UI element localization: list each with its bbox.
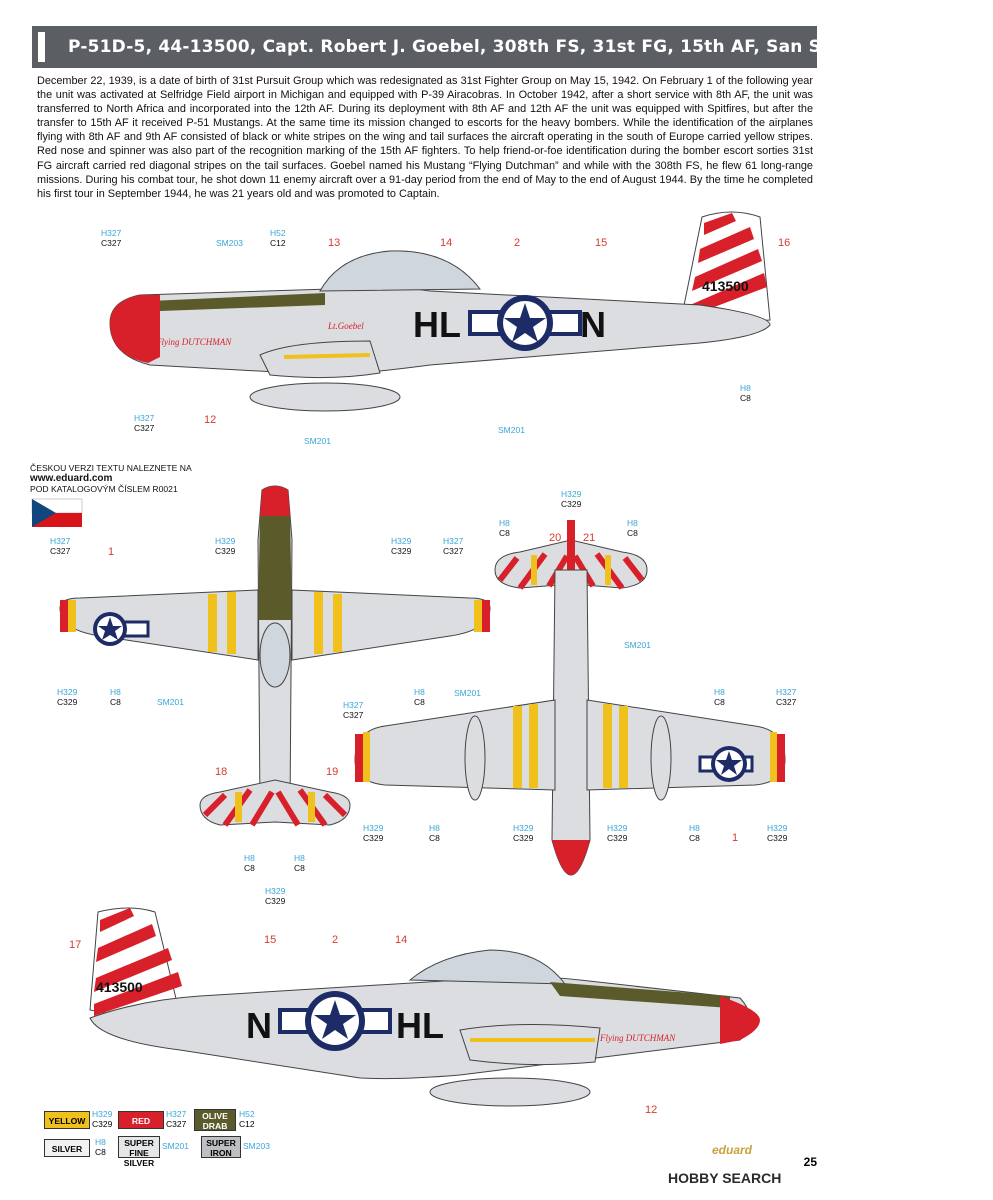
page-title: P-51D-5, 44-13500, Capt. Robert J. Goebel, 308th FS, 31st FG, 15th AF, San Severo, Italy, 1944 xyxy=(68,37,993,57)
callout-topview-tip: H327 C327 xyxy=(50,536,71,556)
czech-note: ČESKOU VERZI TEXTU NALEZNETE NA www.eduard.com POD KATALOGOVÝM ČÍSLEM R0021 xyxy=(30,463,192,494)
callout-us-s1: H8 C8 xyxy=(429,823,440,843)
callout-sm203: SM203 xyxy=(216,238,243,248)
swatch-red: RED xyxy=(118,1111,164,1129)
callout-sm201-tank: SM201 xyxy=(304,436,331,446)
callout-us-sm201: SM201 xyxy=(624,640,651,650)
callout-us-s2: H8 C8 xyxy=(689,823,700,843)
marker-1-top: 1 xyxy=(108,546,115,558)
page-number: 25 xyxy=(803,1155,817,1169)
code-letter-right: N xyxy=(580,304,606,345)
callout-tp-silver-l: H8 C8 xyxy=(244,853,255,873)
marker-19: 19 xyxy=(326,766,339,778)
marker-16: 16 xyxy=(778,237,791,249)
callout-us-silver-c: H8 C8 xyxy=(414,687,425,707)
marker-18: 18 xyxy=(215,766,228,778)
code-letter-n-bottom: N xyxy=(246,1005,272,1046)
header-bar xyxy=(38,32,45,62)
marker-14: 14 xyxy=(440,237,453,249)
callout-spinner: H327 C327 xyxy=(134,413,155,433)
callout-us-tip-r: H327 C327 xyxy=(776,687,797,707)
canopy-name: Lt.Goebel xyxy=(328,321,364,331)
marker-2-b: 2 xyxy=(332,934,339,946)
callout-us-red: H327 C327 xyxy=(443,536,464,556)
code-letters-hl-bottom: HL xyxy=(396,1005,444,1046)
callout-topview-yellow3: H329 C329 xyxy=(57,687,78,707)
callout-tp-silver-r: H8 C8 xyxy=(294,853,305,873)
swatch-si-code: SM203 xyxy=(243,1141,270,1151)
marker-12-b: 12 xyxy=(645,1104,658,1116)
marker-2: 2 xyxy=(514,237,521,249)
marker-17: 17 xyxy=(69,939,82,951)
callout-nose: H327 C327 xyxy=(101,228,122,248)
callout-us-silver-rr: H8 C8 xyxy=(714,687,725,707)
marker-20: 20 xyxy=(549,532,562,544)
callout-us-tail: H329 C329 xyxy=(561,489,582,509)
callout-olive: H52 C12 xyxy=(270,228,286,248)
callout-us-sm201b: SM201 xyxy=(454,688,481,698)
marker-1-under: 1 xyxy=(732,832,739,844)
marker-14-b: 14 xyxy=(395,934,408,946)
marker-21: 21 xyxy=(583,532,596,544)
tail-serial-bottom: 413500 xyxy=(96,979,143,995)
callout-us-tip-l: H327 C327 xyxy=(343,700,364,720)
marker-15-b: 15 xyxy=(264,934,277,946)
svg-text:eduard: eduard xyxy=(711,1143,753,1157)
callout-tail-silver: H8 C8 xyxy=(740,383,751,403)
swatch-super-iron: SUPER IRON xyxy=(201,1136,241,1158)
callout-us-yl3: H329 C329 xyxy=(607,823,628,843)
swatch-silver: SILVER xyxy=(44,1139,90,1157)
page-header xyxy=(32,26,993,68)
swatch-yellow-code: H329 C329 xyxy=(92,1109,113,1129)
callout-topview-silver: H8 C8 xyxy=(110,687,121,707)
callout-sm201-fuse: SM201 xyxy=(498,425,525,435)
marker-13: 13 xyxy=(328,237,341,249)
swatch-sfs-code: SM201 xyxy=(162,1141,189,1151)
swatch-yellow: YELLOW xyxy=(44,1111,90,1129)
marker-15: 15 xyxy=(595,237,608,249)
eduard-logo xyxy=(688,1142,776,1157)
nose-art: Flying DUTCHMAN xyxy=(156,337,232,347)
swatch-super-fine-silver: SUPER FINE SILVER xyxy=(118,1136,160,1158)
code-letters-left: HL xyxy=(413,304,461,345)
swatch-silver-code: H8 C8 xyxy=(95,1137,106,1157)
callout-us-silver-l: H8 C8 xyxy=(499,518,510,538)
marker-12: 12 xyxy=(204,414,217,426)
tail-serial: 413500 xyxy=(702,278,749,294)
callout-topview-yellow: H329 C329 xyxy=(215,536,236,556)
swatch-olive: OLIVE DRAB xyxy=(194,1109,236,1131)
nose-art-bottom: Flying DUTCHMAN xyxy=(600,1033,676,1043)
callout-us-yl2: H329 C329 xyxy=(513,823,534,843)
watermark: HOBBY SEARCH xyxy=(668,1170,782,1186)
callout-topview-yellow2: H329 C329 xyxy=(391,536,412,556)
callout-us-silver-r: H8 C8 xyxy=(627,518,638,538)
callout-topview-sm201: SM201 xyxy=(157,697,184,707)
callout-us-yl4: H329 C329 xyxy=(767,823,788,843)
callout-tp-yellow: H329 C329 xyxy=(265,886,286,906)
intro-text: December 22, 1939, is a date of birth of 31st Pursuit Group which was redesignated as 31st Fighter Group on May 15, 1942. On February 1 of the following year the unit was activated at Selfridge Field airport in Michigan and equipped with P-39 Airacobras. In October 1942, after a short service with 8th AF, the unit was transferred to North Africa and incorporated into the 12th AF. During its deployment with 8th AF and 12th AF the unit was equipped with Spitfires, but after the transfer to 15th AF it received P-51 Mustangs. At the same time its mission changed to escorts for the heavy bombers. While the identification of the airplanes flying with 8th AF and 9th AF consisted of black or white stripes on the wing and tail surfaces the aircraft operating in the south of Europe carried yellow stripes. Red nose and spinner was also part of the recognition marking of the 15th AF fighters. To help friend-or-foe identification during the bomber escort sorties 31st FG aircraft carried red diagonal stripes on the tail surfaces. Goebel named his Mustang “Flying Dutchman” and while with the 308th FS, he flew 61 long-range missions. During his combat tour, he shot down 11 enemy aircraft over a 91-day period from the end of May to the end of August 1944. By the time he completed his first tour in September 1944, he was 21 years old and was promoted to Captain. xyxy=(37,75,813,200)
callout-us-yl1: H329 C329 xyxy=(363,823,384,843)
profile-right-side xyxy=(60,900,780,1120)
profile-left-side xyxy=(70,205,790,445)
swatch-red-code: H327 C327 xyxy=(166,1109,187,1129)
swatch-olive-code: H52 C12 xyxy=(239,1109,255,1129)
